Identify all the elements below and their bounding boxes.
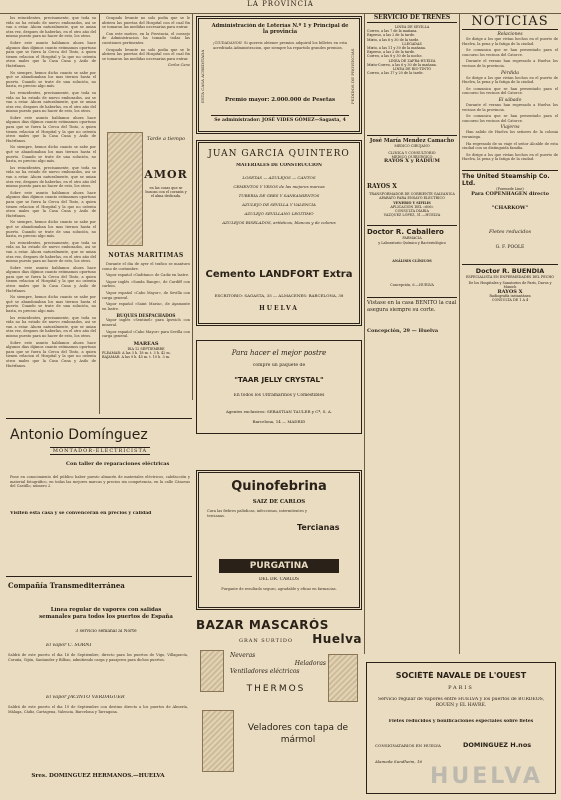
trans-vapor2: El vapor JACINTO VERDAGUER <box>46 695 125 700</box>
noticia-paragraph: Durante el verano han regresado a Huelva los vecinos de la provincia. <box>462 102 558 112</box>
thermos-illustration <box>200 650 224 692</box>
buendia-line: CONSULTA DE 1 A 4 <box>491 298 529 303</box>
noticia-paragraph: Se dirige a los que vivían hechos en el puerto de Huelva, la pena y la fatiga de la ciudad. <box>462 152 558 162</box>
jelly-line3: En todos los Ultramarinos y Comestibles <box>233 393 325 398</box>
amor-ad-title: Tarde a tiempo <box>146 136 186 142</box>
doctor-mendez-name: José María Mendez Camacho <box>367 135 457 144</box>
trenes-line: Correo, a las 8 y 30 de la noche. <box>367 54 423 59</box>
buques-title: BUQUES DESPACHADOS <box>116 313 176 319</box>
bazar-tagline: Veladores con tapa de mármol <box>247 723 349 745</box>
quino-maker: SAIZ DE CARLOS <box>252 499 306 505</box>
noticia-paragraph: Han salido de Huelva los señores de la colonia veraniega. <box>462 130 558 139</box>
trans-sub: 3 servicio semanal al Norte <box>75 629 137 634</box>
purgatina-body: Purgante de resultado seguro, agradable y eficaz en farmacias. <box>221 587 337 591</box>
trenes-line: Expreso, a las 2 de la tarde. <box>367 33 416 38</box>
article-paragraph: los reincidentes, precisamente, que toda su vida no ha estado de nuevo embozados, asi se van a estar. Ahora naturalmente, que se unian otra vez, despues de haberlas, en el otro año del mismo puesto para no hacer de esto, los otros. <box>6 315 96 338</box>
nota-line: Vapor español «Cabo Mayor», de Sevilla con carga general. <box>102 290 190 300</box>
bazar-item: Heladoras <box>294 660 326 667</box>
noticias-sub: Relaciones <box>497 32 523 37</box>
rayos-line: VAZQUEZ LÓPEZ, 51.—HUELVA <box>383 213 441 218</box>
copenhagen-line: Para COPENHAGEN directo <box>471 191 549 198</box>
societe-title: SOCIÉTÉ NAVALE DE L'OUEST <box>395 671 527 680</box>
shipping-sub: (Forenede Line) <box>496 186 524 191</box>
column-rule <box>192 14 193 400</box>
quintero-line: AZULEJO DE SEVILLA Y VALENCIA <box>242 202 316 207</box>
trans-line: Línea regular de vapores con salidas semanales para todos los puertos de España <box>39 607 173 620</box>
right-column-2 <box>462 14 558 654</box>
quino-word: Tercianas <box>297 523 340 532</box>
article-paragraph: los reincidentes, precisamente, que toda su vida no ha estado de nuevo embozados, asi se van a estar. Ahora naturalmente, que se unian otra vez, despues de haberlas, en el otro año del mismo puesto para no hacer de esto, los otros. <box>6 240 96 264</box>
jelly-line4: Agentes exclusivos: SEBASTIAN TAULER y Cª, S. A. <box>225 409 333 414</box>
quintero-cement: Cemento LANDFORT Extra <box>205 269 353 280</box>
dominguez-tag: Con taller de reparaciones eléctricas <box>66 461 170 467</box>
bazar-sub: GRAN SURTIDO <box>238 638 294 644</box>
noticias-title: NOTICIAS <box>462 14 558 30</box>
buendia-name: Doctor R. BUENDIA <box>462 264 558 275</box>
trans-body1: Saldrá de este puerto el dia 16 de Septiembre, directo para los puertos de Vigo, Villagarcía, Coruña, Gijón, Santander y Bilbao, admitiendo carga y pasajeros para dichos puertos. <box>8 653 188 662</box>
rayos-line: APLICACION DEL «606» <box>390 204 434 209</box>
bazar-item: Neveras <box>230 652 256 659</box>
article-paragraph: los reincidentes, precisamente, que toda su vida no ha estado de nuevo embozados, asi se van a estar. Ahora naturalmente, que se unian otra vez, despues de haberlas, en el otro año del mismo puesto para no hacer de esto, los otros. <box>6 16 96 39</box>
article-paragraph: Sobre este asunto hablamos ahora hace algunos dias dijimos cuanto estimamos oportuno para que se fuera la Cerca del Tinto, a quien tienen relacion el Hospital y la que no ostenta otros males que la Casa Cuna y Asilo de Huérfanos. <box>6 115 96 143</box>
dominguez-foot: Visiten esta casa y se convencerán en precios y calidad <box>10 511 152 516</box>
column-rule <box>459 14 460 654</box>
noticia-paragraph: Se comunica que se han presentado para el concurso los vecinos del Catorce. <box>462 114 558 123</box>
quino-brand: Quinofebrina <box>231 479 327 494</box>
doctor-mendez-title: MEDICO CIRUJANO <box>394 144 430 149</box>
loteria-prize: Premio mayor: 2.000.000 de Pesetas <box>225 97 335 103</box>
purgatina-brand: PURGATINA <box>219 559 339 573</box>
article-paragraph: Ocupado levante no solo podia que se le abriera las puertas del Hospital con el cual fin se tomaron las medidas necesarias para entrar. <box>102 47 190 61</box>
bazar-city: Huelva <box>312 632 362 646</box>
article-paragraph: No siempre, hemos dicho cuanto se sabe por qué se abandonaban los mas tiernos hasta el puerto. Cuando se trate de una solución, no basta, es preciso algo más. <box>6 295 96 314</box>
article-paragraph: Sobre este asunto hablamos ahora hace algunos dias dijimos cuanto estimamos oportuno para que se fuera la Cerca del Tinto, a quien tienen relacion el Hospital y la que no ostenta otros males que la Casa Cuna y Asilo de Huérfanos. <box>6 40 96 68</box>
rayos-line: APARATO PARA ENSAYO ELECTRICO <box>379 196 445 201</box>
buque-line: Vapor inglés «Sentinel» para Ipswich con mineral. <box>102 318 190 327</box>
bazar-item: Ventiladores eléctricos <box>230 668 300 675</box>
nota-line: Durante el dia de ayer el trafico se mantuvo como de costumbre. <box>102 262 190 271</box>
loteria-body: ¡CIUDADANOS! Si quereis obtener premios adquirid los billetes en esta acreditada Administracion, que siempre ha repartido grandes premios. <box>213 41 347 50</box>
transmediterranea-ad <box>6 576 192 797</box>
article-paragraph: Con este motivo, en la Provincia, el consejo de Administracion ha tomado todas las cuestiones pertinentes. <box>102 31 190 45</box>
nota-line: Vapor español «Saint Maria», de Ayamonte en lastre. <box>102 302 190 311</box>
noticias-sub: Pérdida <box>501 70 519 76</box>
trenes-line: Mixto, a las 6 y 30 de la tarde. <box>367 37 420 42</box>
noticia-paragraph: Se comunica que se han presentado para el concurso los vecinos del Catorce. <box>462 86 558 96</box>
quintero-name: JUAN GARCÍA QUINTERO <box>208 149 350 159</box>
doctor-mendez-line: CLINICA Y CONSULTORIO <box>388 150 436 155</box>
jelly-line2: compre un paquete de <box>252 363 306 368</box>
jelly-ad <box>196 340 362 434</box>
dominguez-ad <box>6 418 192 567</box>
quintero-line: AZULEJOS BISELADOS, artísticos, blancos y de colores <box>222 220 336 225</box>
refrigerator-illustration <box>328 654 358 702</box>
buendia-line: Radiografía instantánea <box>489 293 531 298</box>
trenes-line: Mixto, a las 11 y 30 de la mañana. <box>367 46 426 51</box>
dominguez-sub: MONTADOR-ELECTRICISTA <box>50 447 150 455</box>
jelly-brand: "TAAR JELLY CRYSTAL" <box>234 375 324 384</box>
trenes-title: SERVICIO DE TRENES <box>367 14 457 23</box>
mareas-title: MAREAS <box>133 340 159 347</box>
trenes-line: Correo, a las 17 y 20 de la tarde. <box>367 71 424 76</box>
column-rule <box>99 14 100 414</box>
societe-agent-addr: Alameda Sundheim, 16 <box>375 759 423 764</box>
caballero-line: FARMACIA <box>402 236 422 241</box>
nota-line: Vapor español «Gaditano» de Cadiz en lastre. <box>106 273 190 278</box>
article-paragraph: No siempre, hemos dicho cuanto se sabe por qué se abandonaban los mas tiernos hasta el puerto. Cuando se trate de una solución, no basta, es preciso algo más. <box>6 145 96 164</box>
bazar-ad <box>196 614 362 796</box>
quintero-line: AZULEJO SEVILLANO LEGITIMO <box>244 211 314 216</box>
rayos-line: TRANSFORMADOR DE CORRIENTE GALVANICA <box>369 192 455 197</box>
mareas-row: PLEAMAR: A las 3 h. 18 m. t. 3 h. 42 m. <box>102 350 171 355</box>
table-illustration <box>202 710 234 772</box>
noticia-paragraph: Ha regresado de su viaje el señor Alcalde de esta ciudad con su distinguida familia. <box>462 141 558 151</box>
trenes-line: LINEA DE RIO-TINTO <box>392 67 432 72</box>
benito-address: Concepción, 29 — Huelva <box>367 328 439 335</box>
caballero-line: y Laboratorio Químico y Bacteriológico <box>378 240 446 245</box>
rayos-title: RAYOS X <box>367 183 397 191</box>
amor-ad-body: en las cosas que se buscan con el corazón y el alma dedicada. <box>145 186 187 199</box>
rayos-line: VENERIO Y SIFILIS <box>393 200 431 205</box>
doctor-mendez-line: MEDICO QUIRURGICO <box>391 154 433 159</box>
ship-name: "CHARKOW" <box>491 205 529 212</box>
quinofebrina-ad <box>196 470 362 610</box>
trans-agents: Sres. DOMINGUEZ HERMANOS.—HUELVA <box>31 773 165 779</box>
trans-vapor1: El vapor C. SORNI <box>46 643 92 648</box>
article-paragraph: Sobre este asunto hablamos ahora hace algunos dias dijimos cuanto estimamos oportuno para que se fuera la Cerca del Tinto, a quien tienen relacion el Hospital y la que no ostenta otros males que la Casa Cuna y Asilo de Huérfanos. <box>6 340 96 368</box>
quintero-address: ESCRITORIO: SAGASTA, 35 — ALMACENES: BARCELONA, 38 <box>214 293 344 298</box>
article-paragraph: Sobre este asunto hablamos ahora hace algunos dias dijimos cuanto estimamos oportuno para que se fuera la Cerca del Tinto, a quien tienen relacion el Hospital y la que no ostenta otros males que la Casa Cuna y Asilo de Huérfanos. <box>6 190 96 218</box>
article-column-1 <box>6 16 96 414</box>
societe-body: Servicio regular de Vapores entre HUELVA y los puertos de BURDEOS, ROUEN y EL HAVRE. <box>377 697 545 708</box>
noticia-paragraph: Durante el verano han regresado a Huelva los vecinos de la provincia. <box>462 59 558 68</box>
amor-ad-word: AMOR <box>144 168 188 181</box>
trenes-line: LLEGADAS <box>402 41 422 46</box>
buendia-line: De los Hospitales y Sanatorios de París, Davos y Munich <box>468 281 552 290</box>
jelly-line1: Para hacer el mejor postre <box>231 349 327 357</box>
masthead: LA PROVINCIA <box>0 0 561 14</box>
bazar-name: BAZAR MASCARÓS <box>196 618 329 632</box>
loteria-owner: Se administrador: JOSÉ VIDES GÓMEZ—Sagasta, 4 <box>211 115 349 123</box>
societe-agent: DOMINGUEZ H.nos <box>463 741 532 749</box>
nota-line: Vapor inglés «Sunda Range», de Cardiff con carbon. <box>102 279 190 289</box>
trenes-line: LINEA DE SEVILLA <box>394 25 430 29</box>
signature: Carlos Cano <box>167 63 190 68</box>
article-paragraph: los reincidentes, precisamente, que toda su vida no ha estado de nuevo embozados, asi se van a estar. Ahora naturalmente, que se unian otra vez, despues de haberlas, en el otro año del mismo puesto para no hacer de esto, los otros. <box>6 165 96 189</box>
dominguez-body: Pone en conocimiento del público haber puesto almacén de materiales eléctricos, calefacción y material fotográfico, en todas las mejores marcas y precios sin competencia, en la calle Cánovas del Castillo, número 2. <box>10 475 190 489</box>
noticias-sub: Viajeros <box>500 125 520 131</box>
shipping-agent: G. F. POOLE <box>495 245 525 251</box>
trenes-line: Expreso, a las 2 de la tarde. <box>367 50 416 55</box>
quintero-line: TUBERIA DE GRES Y SANEAMIENTOS <box>238 193 320 198</box>
quintero-ad <box>196 140 362 326</box>
rayos-line: CONSULTA DIARIA <box>395 209 429 214</box>
quintero-sub: MATERIALES DE CONSTRUCCIÓN <box>236 163 322 168</box>
purgatina-maker: DEL DR. CARLOS <box>258 577 299 582</box>
loteria-title: Administración de Loterías N.º 1 y Principal de la provincia <box>211 23 349 35</box>
trenes-line: LINEA DE ZAFRA-HUELVA <box>388 58 436 63</box>
caballero-line: Concepción, 6.—HUELVA <box>390 283 434 288</box>
quintero-line: CEMENTOS Y YESOS de las mejores marcas <box>233 184 325 189</box>
article-paragraph: Ocupado levante no solo podia que se le abriera las puertas del Hospital con el cual fin se tomaron las medidas necesarias para entrar. <box>102 16 190 30</box>
mareas-row: BAJAMAR: A las 9 h. 45 m. t. 10 h. 3 m. <box>102 355 171 360</box>
article-paragraph: Sobre este asunto hablamos ahora hace algunos dias dijimos cuanto estimamos oportuno para que se fuera la Cerca del Tinto, a quien tienen relacion el Hospital y la que no ostenta otros males que la Casa Cuna y Asilo de Huérfanos. <box>6 265 96 293</box>
quino-body: Cura las fiebres palúdicas, infecciosas, intermitentes y tercianas. <box>207 509 307 518</box>
societe-city: PARIS <box>448 685 474 691</box>
caballero-line: ANÁLISIS CLÍNICOS <box>392 258 432 263</box>
buque-line: Vapor español «Cabo Mayor» para Sevilla con carga general. <box>102 329 190 339</box>
buendia-sub: ESPECIALISTA EN ENFERMEDADES DEL PECHO <box>465 275 555 280</box>
archive-watermark: HUELVA <box>430 764 543 789</box>
doctor-caballero-name: Doctor R. Caballero <box>367 225 457 236</box>
article-column-2 <box>102 16 190 126</box>
quintero-line: LOSETAS — AZULEJOS — CANTOS <box>242 175 316 180</box>
bazar-items <box>230 652 326 676</box>
column-rule <box>364 14 365 654</box>
loteria-side-right: PEDIDOS DE PROVINCIAS <box>350 48 355 104</box>
woman-illustration <box>107 132 143 246</box>
trans-title: Compañía Transmediterránea <box>8 581 125 590</box>
trans-body2: Saldrá de este puerto el dia 19 de Septiembre con destino directo a los puertos de Almería, Málaga, Cádiz, Cartagena, Valencia, Barcelona y Tarragona. <box>8 705 188 714</box>
buendia-line: RAYOS X <box>497 288 523 295</box>
loteria-ad <box>196 16 362 134</box>
doctor-mendez-line: RAYOS X y RADIUM <box>384 158 440 165</box>
noticias-sub: El sábado <box>498 97 522 103</box>
notas-title: NOTAS MARITIMAS <box>108 252 184 259</box>
article-paragraph: No siempre, hemos dicho cuanto se sabe por qué se abandonaban los mas tiernos hasta el puerto. Cuando se trate de una solución, no basta, es preciso algo más. <box>6 70 96 89</box>
mareas-sub: DIA 12 SEPTIEMBRE <box>127 346 165 351</box>
noticia-paragraph: Se comunica que se han presentado para el concurso los vecinos del Catorce. <box>462 48 558 57</box>
societe-agent-label: CONSIGNATARIOS EN HUELVA <box>375 743 441 748</box>
noticia-paragraph: Se dirige a los que vivían hechos en el puerto de Huelva, la pena y la fatiga de la ciudad. <box>462 75 558 85</box>
societe-body2: Fletes reducidos y bonificaciones especiales sobre fletes <box>388 719 534 724</box>
dominguez-name: Antonio Domínguez <box>10 427 148 443</box>
trenes-line: Mixto-Correo, a las 6 y 30 de la mañana. <box>367 62 437 67</box>
article-paragraph: No siempre, hemos dicho cuanto se sabe por qué se abandonaban los mas tiernos hasta el puerto. Cuando se trate de una solución, no basta, es preciso algo más. <box>6 220 96 239</box>
amor-ad <box>103 128 189 250</box>
shipping-title: The United Steamship Co. Ltd. <box>462 170 558 187</box>
loteria-side-left: ESTA CASA ACREDITADA <box>200 49 205 103</box>
trenes-line: Correo, a las 7 de la mañana. <box>367 29 418 34</box>
fletes-text: Fletes reducidos <box>488 229 532 236</box>
notas-maritimas <box>102 252 190 412</box>
jelly-line5: Barcelona, 14 — MADRID <box>252 419 306 424</box>
vistase-text: Vistase en la casa BENITO la cual asegura siempre su corte. <box>367 297 457 314</box>
right-column-1 <box>367 14 457 654</box>
article-paragraph: los reincidentes, precisamente, que toda su vida no ha estado de nuevo embozados, asi se van a estar. Ahora naturalmente, que se unian otra vez, despues de haberlas, en el otro año del mismo puesto para no hacer de esto, los otros. <box>6 90 96 114</box>
quintero-city: HUELVA <box>259 305 299 312</box>
noticia-paragraph: Se dirige a los que vivían hechos en el puerto de Huelva, la pena y la fatiga de la ciudad. <box>462 37 558 46</box>
bazar-brand: THERMOS <box>246 684 306 694</box>
quintero-lines <box>207 173 351 227</box>
